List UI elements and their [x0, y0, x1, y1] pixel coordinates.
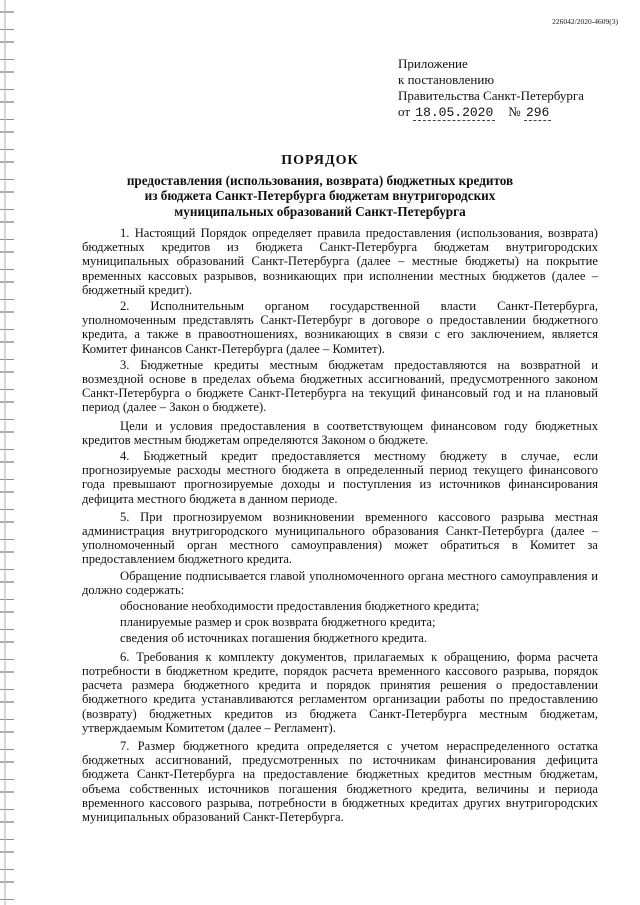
paragraph-5: 5. При прогнозируемом возникновении временного кассового разрыва местная администрация внутригородского муниципального образования Санкт-Петербурга (далее – уполномоченный орган местного самоуправления) может обратиться в Комитет за предоставлением бюджетного кредита.: [82, 509, 598, 567]
paragraph-6: 6. Требования к комплекту документов, прилагаемых к обращению, форма расчета потребности в бюджетном кредите, порядок расчета временного кассового разрыва, порядок расчета размера бюджетного кредита и порядок принятия решения о предоставлении бюджетного кредита устанавливаются регламентом организации работы по предоставлению (возврату) бюджетных кредитов из бюджета Санкт-Петербурга местным бюджетам, утверждаемым Комитетом (далее – Регламент).: [82, 649, 598, 735]
scan-edge-line: [4, 0, 6, 905]
resolution-number: 296: [525, 105, 550, 120]
paragraph-2: 2. Исполнительным органом государственной власти Санкт-Петербурга, уполномоченным представлять Санкт-Петербург в договоре о предоставлении бюджетного кредита, а также в правоотношениях, возникающих в связи с его заключением, является Комитет финансов Санкт-Петербурга (далее – Комитет).: [82, 299, 598, 356]
list-item-sources: сведения об источниках погашения бюджетного кредита.: [120, 631, 427, 646]
document-title: [0, 153, 640, 219]
paragraph-1: 1. Настоящий Порядок определяет правила предоставления (использования, возврата) бюджетных кредитов из бюджета Санкт-Петербурга бюджетам внутригородских муниципальных образований Санкт-Петербурга (далее – местные бюджеты) на покрытие временных кассовых разрывов, возникающих при исполнении местных бюджетов (далее – бюджетный кредит).: [82, 226, 598, 297]
paragraph-4: 4. Бюджетный кредит предоставляется местному бюджету в случае, если прогнозируемые расходы местного бюджета в определенный период текущего финансового года превышают прогнозируемые доходы и поступления из источников финансирования дефицита местного бюджета в данном периоде.: [82, 449, 598, 506]
appendix-line-3: Правительства Санкт-Петербурга: [398, 88, 584, 103]
scan-edge-artifact: [0, 0, 14, 905]
title-line-3: муниципальных образований Санкт-Петербурга: [174, 203, 466, 219]
paragraph-5-appeal: Обращение подписывается главой уполномоченного органа местного самоуправления и должно содержать:: [82, 568, 598, 597]
resolution-date: 18.05.2020: [415, 105, 494, 120]
appendix-line-2: к постановлению: [398, 72, 495, 87]
appendix-block: [398, 56, 584, 121]
paragraph-3: 3. Бюджетные кредиты местным бюджетам предоставляются на возвратной и возмездной основе в пределах объема бюджетных ассигнований, предусмотренного законом Санкт-Петербурга о бюджете Санкт-Петербурга на текущий финансовый год и на плановый период (далее – Закон о бюджете).: [82, 357, 598, 415]
paragraph-7: 7. Размер бюджетного кредита определяется с учетом нераспределенного остатка бюджетных ассигнований, предусмотренных по источникам финансирования дефицита бюджета Санкт-Петербурга на предоставление бюджетных кредитов местным бюджетам, объема собственных источников погашения бюджетного кредита, величины и периода временного кассового разрыва, потребности в бюджетных кредитах других внутригородских муниципальных образований Санкт-Петербурга.: [82, 738, 598, 824]
appendix-line-1: Приложение: [398, 56, 468, 71]
list-item-amount-term: планируемые размер и срок возврата бюджетного кредита;: [120, 615, 436, 630]
paragraph-3-cont: Цели и условия предоставления в соответствующем финансовом году бюджетных кредитов местным бюджетам определяются Законом о бюджете.: [82, 418, 598, 447]
number-label: №: [508, 104, 521, 119]
from-label: от: [398, 104, 411, 119]
title-heading: ПОРЯДОК: [281, 153, 359, 168]
document-number: 226042/2020-4609(3): [552, 17, 618, 26]
appendix-date-line: [398, 104, 584, 121]
document-body: [82, 226, 598, 826]
list-item-justification: обоснование необходимости предоставления бюджетного кредита;: [120, 599, 480, 614]
title-line-1: предоставления (использования, возврата) бюджетных кредитов: [126, 172, 514, 188]
title-line-2: из бюджета Санкт-Петербурга бюджетам внутригородских: [144, 188, 496, 204]
